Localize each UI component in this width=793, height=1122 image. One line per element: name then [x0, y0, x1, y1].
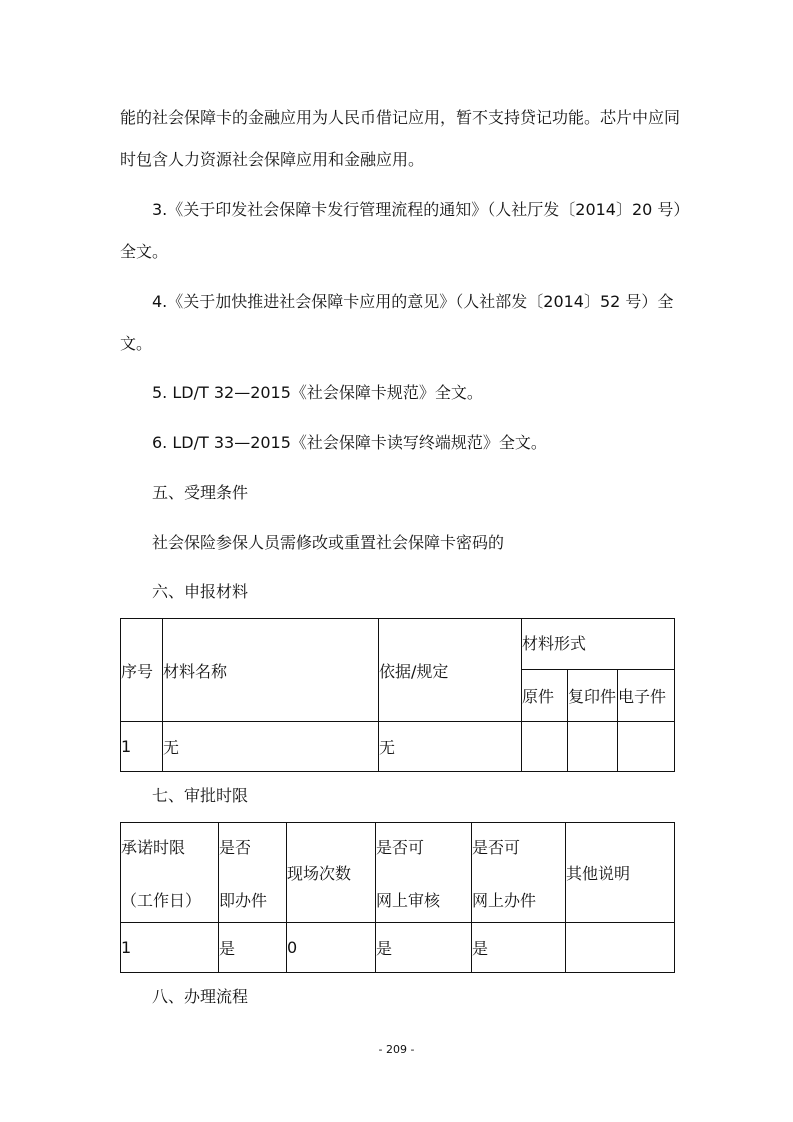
paragraph-line: 能的社会保障卡的金融应用为人民币借记应用，暂不支持贷记功能。芯片中应同: [120, 108, 681, 127]
header-notes: 其他说明: [566, 823, 675, 923]
header-electronic: 电子件: [618, 670, 675, 722]
cell-online-review: 是: [376, 923, 472, 973]
section-heading-materials: 六、申报材料: [152, 582, 249, 601]
header-onsite-visits: 现场次数: [287, 823, 376, 923]
header-material-name: 材料名称: [163, 619, 379, 722]
materials-table: [120, 618, 675, 772]
header-copy: 复印件: [568, 670, 618, 722]
reference-item-4: 4.《关于加快推进社会保障卡应用的意见》（人社部发〔2014〕52 号）全: [152, 292, 674, 311]
cell-original: [522, 722, 568, 772]
acceptance-condition-text: 社会保险参保人员需修改或重置社会保障卡密码的: [152, 533, 505, 552]
page-number: - 209 -: [378, 1043, 415, 1056]
cell-notes: [566, 923, 675, 973]
section-heading-time-limit: 七、审批时限: [152, 786, 249, 805]
table-row: [121, 722, 675, 772]
table-row: [121, 923, 675, 973]
section-heading-process: 八、办理流程: [152, 987, 249, 1006]
cell-copy: [568, 722, 618, 772]
reference-item-5: 5. LD/T 32—2015《社会保障卡规范》全文。: [152, 383, 483, 402]
cell-online-handle: 是: [472, 923, 566, 973]
reference-item-4-cont: 文。: [120, 334, 153, 353]
cell-seq: 1: [121, 722, 163, 772]
header-online-handle: 是否可 网上办件: [472, 823, 566, 923]
reference-item-3-cont: 全文。: [120, 242, 169, 261]
paragraph-line: 时包含人力资源社会保障应用和金融应用。: [120, 150, 425, 169]
cell-electronic: [618, 722, 675, 772]
cell-onsite-visits: 0: [287, 923, 376, 973]
header-instant: 是否 即办件: [219, 823, 287, 923]
time-limit-table: [120, 822, 675, 973]
header-basis: 依据/规定: [379, 619, 522, 722]
section-heading-acceptance: 五、受理条件: [152, 483, 249, 502]
header-promise-days: 承诺时限 （工作日）: [121, 823, 219, 923]
header-material-form: 材料形式: [522, 619, 675, 670]
cell-basis: 无: [379, 722, 522, 772]
header-seq: 序号: [121, 619, 163, 722]
reference-item-6: 6. LD/T 33—2015《社会保障卡读写终端规范》全文。: [152, 433, 547, 452]
header-online-review: 是否可 网上审核: [376, 823, 472, 923]
reference-item-3: 3.《关于印发社会保障卡发行管理流程的通知》（人社厅发〔2014〕20 号）: [152, 200, 690, 219]
cell-promise-days: 1: [121, 923, 219, 973]
header-original: 原件: [522, 670, 568, 722]
cell-instant: 是: [219, 923, 287, 973]
cell-material-name: 无: [163, 722, 379, 772]
